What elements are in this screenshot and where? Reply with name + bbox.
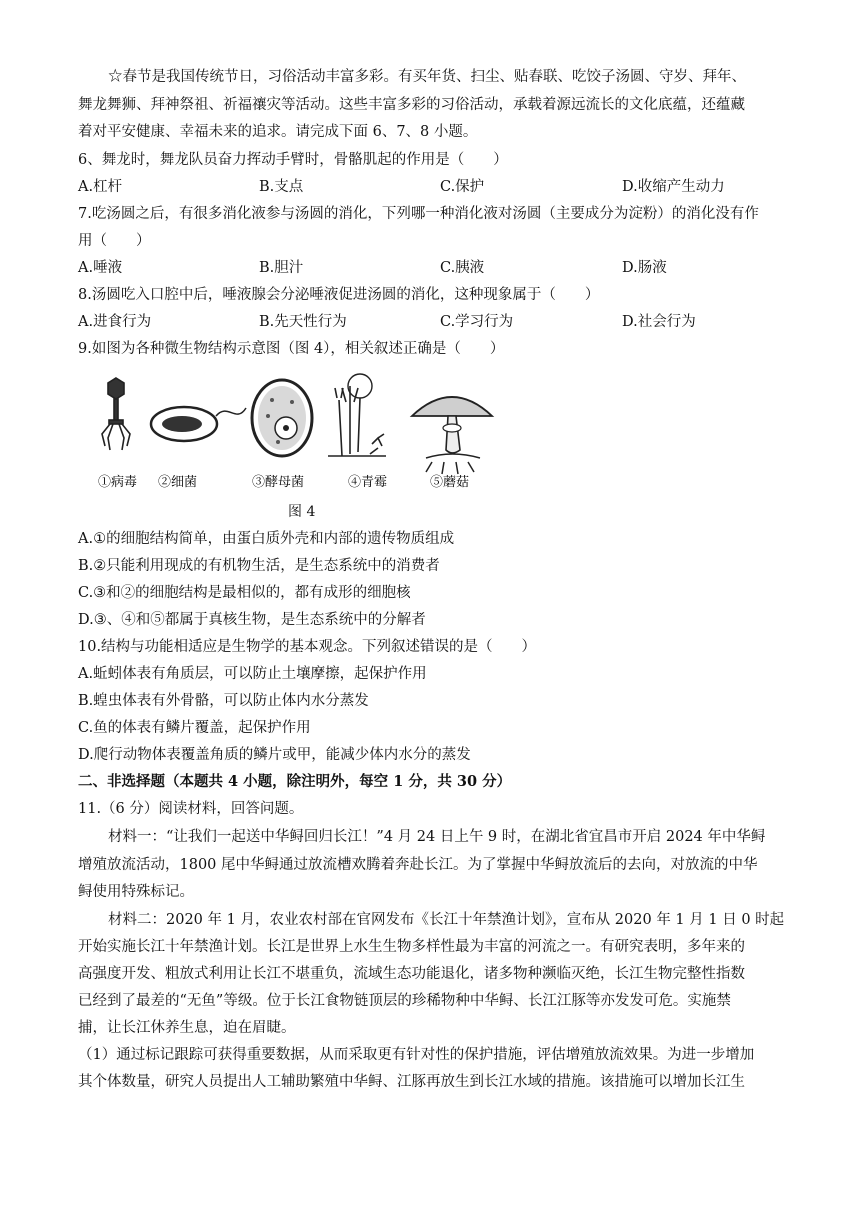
figure-label-mushroom: ⑤蘑菇: [430, 475, 470, 490]
q11-material2-line-5: 捕，让长江休养生息，迫在眉睫。: [78, 1020, 296, 1036]
q8-options: [78, 312, 790, 332]
q6-option-c: C.保护: [440, 179, 485, 195]
q11-material1-line-3: 鲟使用特殊标记。: [78, 884, 194, 900]
intro-line-3: 着对平安健康、幸福未来的追求。请完成下面 6、7、8 小题。: [78, 124, 478, 140]
q11-material1-line-1: 材料一：“让我们一起送中华鲟回归长江！”4 月 24 日上午 9 时，在湖北省宜昌市开启 2024 年中华鲟: [108, 829, 766, 845]
q11-material2-line-1: 材料二：2020 年 1 月，农业农村部在官网发布《长江十年禁渔计划》，宣布从 2020 年 1 月 1 日 0 时起: [108, 912, 785, 928]
q7-option-b: B.胆汁: [259, 260, 304, 276]
q7-option-d: D.肠液: [622, 260, 667, 276]
q8-option-c: C.学习行为: [440, 314, 514, 330]
q10-stem: 10.结构与功能相适应是生物学的基本观念。下列叙述错误的是（ ）: [78, 639, 537, 655]
q8-stem: 8.汤圆吃入口腔中后，唾液腺会分泌唾液促进汤圆的消化，这种现象属于（ ）: [78, 287, 600, 303]
q10-option-d: D.爬行动物体表覆盖角质的鳞片或甲，能减少体内水分的蒸发: [78, 747, 471, 763]
q11-material2-line-2: 开始实施长江十年禁渔计划。长江是世界上水生生物多样性最为丰富的河流之一。有研究表明，多年来的: [78, 939, 745, 955]
q7-options: [78, 258, 790, 278]
q9-option-c: C.③和②的细胞结构是最相似的，都有成形的细胞核: [78, 585, 411, 601]
q7-option-a: A.唾液: [78, 260, 123, 276]
q11-sub1-line-1: （1）通过标记跟踪可获得重要数据，从而采取更有针对性的保护措施，评估增殖放流效果。为进一步增加: [78, 1047, 755, 1063]
q9-option-d: D.③、④和⑤都属于真核生物，是生态系统中的分解者: [78, 612, 426, 628]
figure-label-virus: ①病毒: [98, 475, 138, 490]
q8-option-a: A.进食行为: [78, 314, 152, 330]
section-heading: 二、非选择题（本题共 4 小题，除注明外，每空 1 分，共 30 分）: [78, 773, 512, 790]
yeast-drawing: [252, 380, 312, 456]
figure-label-yeast: ③酵母菌: [252, 475, 305, 490]
q11-sub1-line-2: 其个体数量，研究人员提出人工辅助繁殖中华鲟、江豚再放生到长江水域的措施。该措施可以增加长江生: [78, 1074, 745, 1090]
q6-option-a: A.杠杆: [78, 179, 123, 195]
q6-options: [78, 177, 790, 197]
q9-option-b: B.②只能利用现成的有机物生活，是生态系统中的消费者: [78, 558, 440, 574]
q10-option-a: A.蚯蚓体表有角质层，可以防止土壤摩擦，起保护作用: [78, 666, 427, 682]
q11-material2-line-3: 高强度开发、粗放式利用让长江不堪重负，流域生态功能退化，诸多物种濒临灭绝，长江生物完整性指数: [78, 966, 745, 982]
q11-material1-line-2: 增殖放流活动，1800 尾中华鲟通过放流槽欢腾着奔赴长江。为了掌握中华鲟放流后的去向，对放流的中华: [78, 857, 758, 873]
q7-stem-line-1: 7.吃汤圆之后，有很多消化液参与汤圆的消化，下列哪一种消化液对汤圆（主要成分为淀粉）的消化没有作: [78, 206, 759, 222]
q6-option-b: B.支点: [259, 179, 304, 195]
penicillium-drawing: [328, 374, 386, 456]
intro-line-1: ☆春节是我国传统节日，习俗活动丰富多彩。有买年货、扫尘、贴春联、吃饺子汤圆、守岁、拜年、: [108, 69, 746, 85]
bacterium-drawing: [151, 407, 246, 441]
figure-caption: 图 4: [288, 504, 316, 520]
figure-label-penicillium: ④青霉: [348, 475, 388, 490]
virus-drawing: [102, 378, 130, 450]
q10-option-c: C.鱼的体表有鳞片覆盖，起保护作用: [78, 720, 311, 736]
q11-material2-line-4: 已经到了最差的“无鱼”等级。位于长江食物链顶层的珍稀物种中华鲟、长江江豚等亦发发可危。实施禁: [78, 993, 731, 1009]
figure-label-bacterium: ②细菌: [158, 475, 198, 490]
q6-option-d: D.收缩产生动力: [622, 179, 725, 195]
mushroom-drawing: [412, 397, 492, 474]
q6-stem: 6、舞龙时，舞龙队员奋力挥动手臂时，骨骼肌起的作用是（ ）: [78, 152, 508, 168]
q9-option-a: A.①的细胞结构简单，由蛋白质外壳和内部的遗传物质组成: [78, 531, 455, 547]
q11-stem: 11.（6 分）阅读材料，回答问题。: [78, 801, 304, 817]
intro-line-2: 舞龙舞狮、拜神祭祖、祈福禳灾等活动。这些丰富多彩的习俗活动，承载着源远流长的文化底蕴，还蕴藏: [78, 97, 745, 113]
q7-stem-line-2: 用（ ）: [78, 233, 151, 249]
q7-option-c: C.胰液: [440, 260, 485, 276]
q8-option-d: D.社会行为: [622, 314, 696, 330]
q10-option-b: B.蝗虫体表有外骨骼，可以防止体内水分蒸发: [78, 693, 369, 709]
q9-stem: 9.如图为各种微生物结构示意图（图 4），相关叙述正确是（ ）: [78, 341, 505, 357]
microorganism-figure: [96, 372, 496, 492]
q8-option-b: B.先天性行为: [259, 314, 347, 330]
